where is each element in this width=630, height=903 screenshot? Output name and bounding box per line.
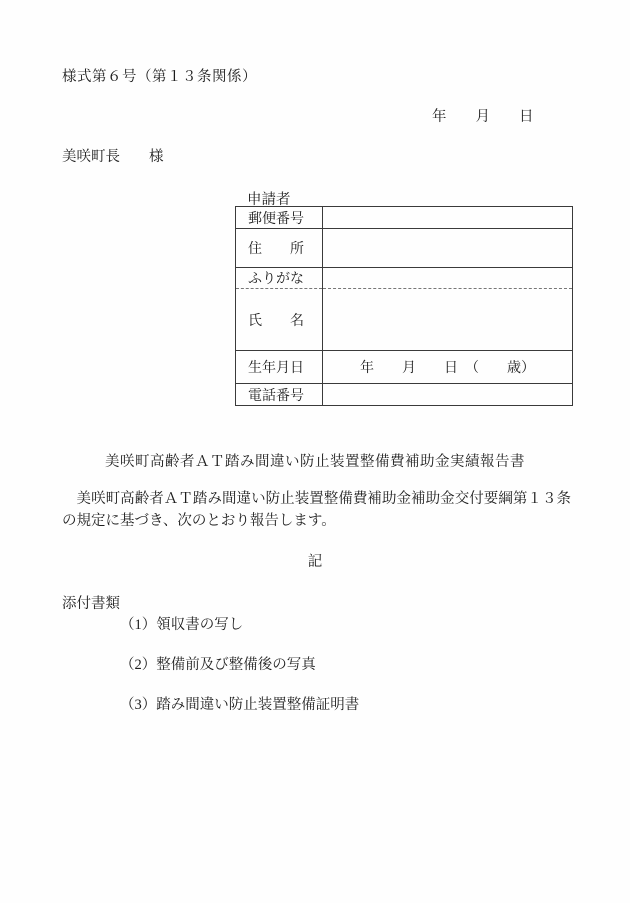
attachment-item: （1）領収書の写し: [120, 617, 244, 633]
phone-number-label: 電話番号: [236, 384, 323, 406]
birth-date-value: 年 月 日 （ 歳）: [323, 351, 573, 384]
attachment-item: （3）踏み間違い防止装置整備証明書: [120, 697, 360, 713]
postal-code-value: [323, 207, 573, 229]
form-number: 様式第６号（第１３条関係）: [62, 69, 257, 85]
table-row-name: [236, 289, 573, 351]
address-value: [323, 229, 573, 268]
phone-number-value: [323, 384, 573, 406]
table-row-address: [236, 229, 573, 268]
name-label: 氏 名: [236, 289, 323, 351]
furigana-value: [323, 268, 573, 289]
document-title: 美咲町高齢者ＡＴ踏み間違い防止装置整備費補助金実績報告書: [105, 454, 525, 470]
addressee: 美咲町長 様: [62, 149, 164, 165]
address-label: 住 所: [236, 229, 323, 268]
table-row-phone-number: [236, 384, 573, 406]
postal-code-label: 郵便番号: [236, 207, 323, 229]
table-row-birth-date: [236, 351, 573, 384]
attachments-heading: 添付書類: [62, 596, 120, 612]
birth-date-label: 生年月日: [236, 351, 323, 384]
applicant-label: 申請者: [247, 192, 291, 208]
date-line: 年 月 日: [432, 109, 534, 125]
name-value: [323, 289, 573, 351]
furigana-label: ふりがな: [236, 268, 323, 289]
attachment-item: （2）整備前及び整備後の写真: [120, 657, 316, 673]
body-paragraph: 美咲町高齢者ＡＴ踏み間違い防止装置整備費補助金補助金交付要綱第１３条の規定に基づき、次のとおり報告します。: [62, 491, 571, 529]
table-row-postal-code: [236, 207, 573, 229]
table-row-furigana: [236, 268, 573, 289]
applicant-table: [235, 206, 573, 406]
ki-marker: 記: [307, 554, 323, 570]
